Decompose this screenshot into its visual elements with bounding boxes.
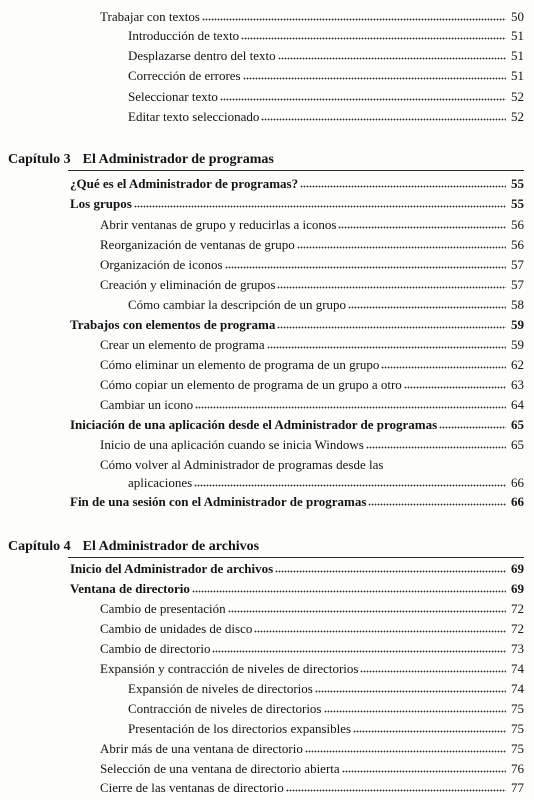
chapter-number: Capítulo 4 (8, 539, 71, 554)
leader-dots (305, 750, 506, 753)
leader-dots (228, 610, 506, 613)
entry-text: Corrección de errores (128, 68, 241, 83)
toc-entry (100, 640, 524, 657)
toc-entry (128, 680, 524, 697)
entry-text: Reorganización de ventanas de grupo (100, 237, 295, 252)
chapter-heading (8, 538, 259, 556)
page-number: 57 (511, 277, 524, 292)
entry-text: Trabajos con elementos de programa (70, 317, 276, 332)
page-number: 69 (511, 561, 524, 576)
page-number: 72 (511, 601, 524, 616)
entry-text: Creación y eliminación de grupos (100, 277, 276, 292)
toc-entry (100, 779, 524, 796)
toc-entry (100, 396, 524, 413)
toc-entry (128, 474, 524, 491)
toc-entry (128, 27, 524, 44)
entry-text: Cómo copiar un elemento de programa de un grupo a otro (100, 377, 402, 392)
leader-dots (366, 446, 506, 449)
page-number: 52 (511, 89, 524, 104)
toc-entry (128, 700, 524, 717)
entry-text: Crear un elemento de programa (100, 337, 265, 352)
leader-dots (267, 346, 506, 349)
page-number: 77 (511, 780, 524, 795)
leader-dots (360, 670, 506, 673)
leader-dots (439, 426, 506, 429)
toc-entry (100, 376, 524, 393)
entry-text: Seleccionar texto (128, 89, 218, 104)
page-number: 66 (511, 475, 524, 490)
entry-text: Ventana de directorio (70, 581, 190, 596)
leader-dots (348, 306, 506, 309)
toc-entry (100, 276, 524, 293)
toc-entry (128, 88, 524, 105)
entry-text: Los grupos (70, 196, 132, 211)
leader-dots (195, 406, 506, 409)
page-number: 52 (511, 109, 524, 124)
entry-text: Cierre de las ventanas de directorio (100, 780, 284, 795)
page-number: 69 (511, 581, 524, 596)
page-number: 50 (511, 9, 524, 24)
toc-entry (100, 336, 524, 353)
chapter-number: Capítulo 3 (8, 152, 71, 167)
page-number: 73 (511, 641, 524, 656)
page-number: 75 (511, 721, 524, 736)
toc-entry (100, 436, 524, 453)
leader-dots (241, 37, 506, 40)
leader-dots (277, 326, 506, 329)
leader-dots (194, 484, 506, 487)
page-number: 57 (511, 257, 524, 272)
entry-text: Editar texto seleccionado (128, 109, 260, 124)
toc-entry (100, 216, 524, 233)
entry-text: ¿Qué es el Administrador de programas? (70, 176, 299, 191)
page-number: 56 (511, 237, 524, 252)
toc-section (70, 175, 524, 192)
entry-text: Cambiar un icono (100, 397, 194, 412)
page-number: 63 (511, 377, 524, 392)
leader-dots (134, 205, 506, 208)
page-number: 59 (511, 337, 524, 352)
page-number: 66 (511, 494, 524, 509)
page-number: 51 (511, 68, 524, 83)
entry-text: Expansión y contracción de niveles de directorios (100, 661, 359, 676)
leader-dots (261, 118, 506, 121)
entry-text: Cómo eliminar un elemento de programa de un grupo (100, 357, 380, 372)
entry-text: Cambio de directorio (100, 641, 211, 656)
entry-text-continuation: aplicaciones (128, 475, 193, 490)
page-number: 75 (511, 701, 524, 716)
page-number: 64 (511, 397, 524, 412)
entry-text: Abrir ventanas de grupo y reducirlas a iconos (100, 217, 337, 232)
page-number: 55 (511, 196, 524, 211)
toc-entry (128, 720, 524, 737)
leader-dots (353, 730, 506, 733)
toc-section (70, 580, 524, 597)
chapter-heading (8, 151, 274, 169)
chapter-rule (68, 557, 524, 558)
page-number: 65 (511, 437, 524, 452)
toc-entry (100, 620, 524, 637)
entry-text: Inicio de una aplicación cuando se inicia Windows (100, 437, 364, 452)
toc-entry (100, 660, 524, 677)
page-number: 58 (511, 297, 524, 312)
toc-entry (100, 760, 524, 777)
leader-dots (300, 185, 506, 188)
page-number: 65 (511, 417, 524, 432)
entry-text: Introducción de texto (128, 28, 240, 43)
leader-dots (297, 246, 506, 249)
leader-dots (220, 98, 506, 101)
entry-text: Trabajar con textos (100, 9, 200, 24)
page-number: 55 (511, 176, 524, 191)
leader-dots (404, 386, 506, 389)
leader-dots (342, 770, 506, 773)
leader-dots (338, 226, 506, 229)
toc-entry (100, 356, 524, 373)
entry-text: Selección de una ventana de directorio abierta (100, 761, 340, 776)
toc-entry (100, 256, 524, 273)
leader-dots (202, 18, 506, 21)
toc-entry (100, 740, 524, 757)
leader-dots (286, 789, 506, 792)
toc-entry (128, 67, 524, 84)
page-number: 59 (511, 317, 524, 332)
leader-dots (277, 286, 506, 289)
leader-dots (254, 630, 506, 633)
toc-section (70, 416, 524, 433)
page-number: 76 (511, 761, 524, 776)
entry-text: Cambio de unidades de disco (100, 621, 253, 636)
chapter-title: El Administrador de archivos (82, 539, 260, 554)
leader-dots (324, 710, 507, 713)
chapter-rule (68, 170, 524, 171)
leader-dots (278, 57, 506, 60)
leader-dots (225, 266, 507, 269)
page-number: 56 (511, 217, 524, 232)
page-number: 74 (511, 661, 524, 676)
page-number: 74 (511, 681, 524, 696)
page-number: 51 (511, 48, 524, 63)
leader-dots (275, 570, 506, 573)
toc-section (70, 493, 524, 510)
entry-text: Contracción de niveles de directorios (128, 701, 322, 716)
toc-entry (100, 8, 524, 25)
toc-entry (128, 47, 524, 64)
page-number: 72 (511, 621, 524, 636)
leader-dots (192, 590, 506, 593)
leader-dots (212, 650, 506, 653)
toc-section (70, 316, 524, 333)
leader-dots (368, 503, 506, 506)
toc-entry (100, 236, 524, 253)
toc-entry (128, 108, 524, 125)
entry-text: Cómo volver al Administrador de programas desde las (100, 457, 384, 472)
toc-section (70, 560, 524, 577)
entry-text: Desplazarse dentro del texto (128, 48, 276, 63)
page-number: 62 (511, 357, 524, 372)
entry-text: Organización de iconos (100, 257, 223, 272)
toc-entry (128, 296, 524, 313)
entry-text: Iniciación de una aplicación desde el Administrador de programas (70, 417, 438, 432)
page-number: 75 (511, 741, 524, 756)
chapter-title: El Administrador de programas (82, 152, 274, 167)
entry-text: Expansión de niveles de directorios (128, 681, 313, 696)
entry-text: Inicio del Administrador de archivos (70, 561, 274, 576)
entry-text: Abrir más de una ventana de directorio (100, 741, 303, 756)
entry-text: Fin de una sesión con el Administrador de programas (70, 494, 367, 509)
toc-entry (100, 600, 524, 617)
leader-dots (243, 77, 506, 80)
entry-text: Cómo cambiar la descripción de un grupo (128, 297, 347, 312)
entry-text: Presentación de los directorios expansibles (128, 721, 352, 736)
leader-dots (381, 366, 506, 369)
page-number: 51 (511, 28, 524, 43)
entry-text: Cambio de presentación (100, 601, 226, 616)
leader-dots (315, 690, 506, 693)
toc-section (70, 195, 524, 212)
